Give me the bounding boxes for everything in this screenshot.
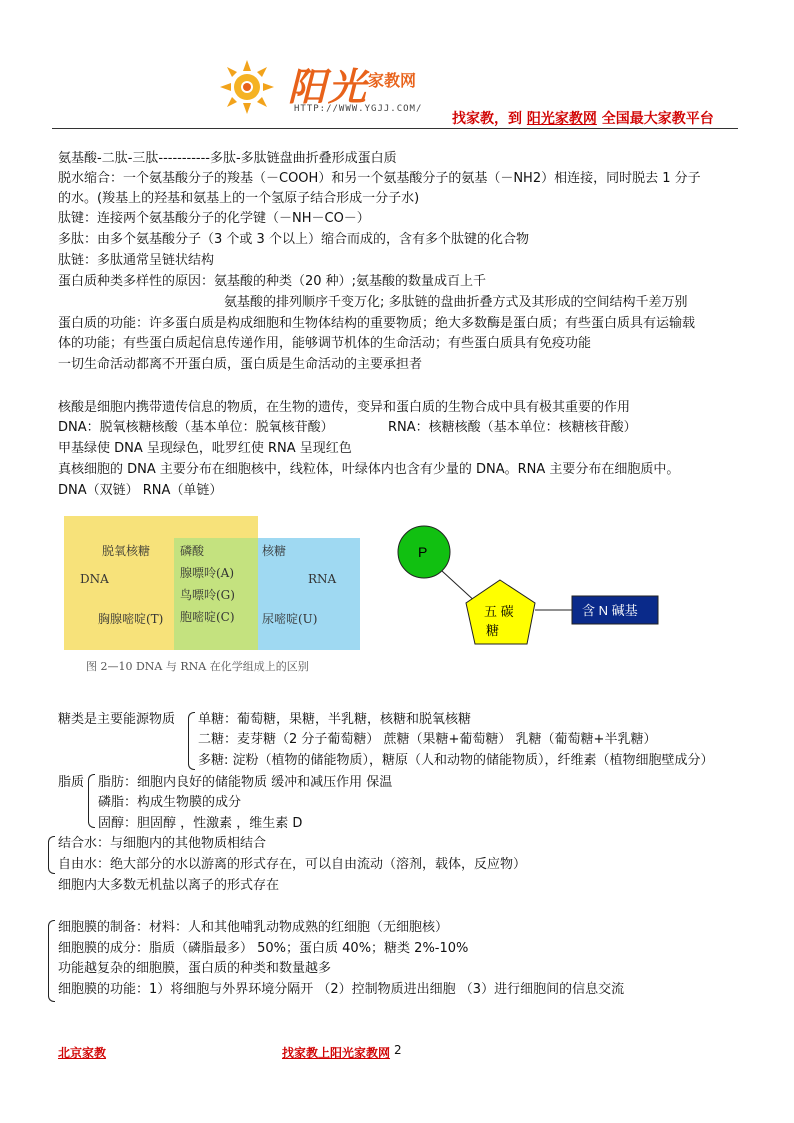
guanine-label: 鸟嘌呤(G) (180, 588, 235, 602)
sugar-label-line1: 五 碳 (484, 604, 514, 619)
protein-line: 一切生命活动都离不开蛋白质，蛋白质是生命活动的主要承担者 (58, 357, 423, 372)
thymine-label: 胸腺嘧啶(T) (98, 612, 164, 626)
nucleic-line: DNA：脱氧核糖核酸（基本单位：脱氧核苷酸） (58, 420, 334, 435)
protein-line: 蛋白质的功能：许多蛋白质是构成细胞和生物体结构的重要物质；绝大多数酶是蛋白质；有些蛋白质具有运输载 (58, 316, 696, 331)
logo-url: HTTP://WWW.YGJJ.COM/ (294, 104, 423, 114)
footer-link-site[interactable]: 找家教上阳光家教网 (282, 1046, 391, 1060)
protein-line: 氨基酸-二肽-三肽-----------多肽-多肽链盘曲折叠形成蛋白质 (58, 151, 397, 166)
logo-subtitle: 家教网 (368, 71, 417, 90)
site-logo[interactable] (218, 52, 448, 118)
water-brace (48, 836, 55, 874)
rna-label: RNA (308, 572, 337, 586)
lipid-fat: 脂肪：细胞内良好的储能物质 缓冲和减压作用 保温 (98, 775, 393, 790)
protein-line: 肽链：多肽通常呈链状结构 (58, 253, 215, 268)
footer-link-beijing[interactable]: 北京家教 (58, 1046, 107, 1060)
lipid-sterol: 固醇：胆固醇 ，性激素 ，维生素 D (98, 816, 303, 831)
slogan-prefix: 找家教，到 (452, 111, 522, 127)
dna-rna-composition-figure (64, 516, 360, 676)
membrane-line: 功能越复杂的细胞膜，蛋白质的种类和数量越多 (58, 961, 332, 976)
nucleic-line: 甲基绿使 DNA 呈现绿色，吡罗红使 RNA 呈现红色 (58, 441, 352, 456)
sugar-brace (188, 712, 195, 770)
water-free: 自由水：绝大部分的水以游离的形式存在，可以自由流动（溶剂，载体，反应物） (58, 857, 527, 872)
uracil-label: 尿嘧啶(U) (262, 612, 318, 626)
ribose-label: 核糖 (262, 544, 287, 558)
protein-line: 肽键：连接两个氨基酸分子的化学键（－NH－CO－） (58, 211, 370, 226)
page-number: 2 (394, 1043, 402, 1057)
deoxyribose-label: 脱氧核糖 (102, 544, 151, 558)
header-slogan (452, 108, 714, 128)
slogan-suffix: 全国最大家教平台 (601, 111, 714, 127)
nucleotide-structure-diagram (396, 524, 666, 652)
cytosine-label: 胞嘧啶(C) (180, 610, 235, 624)
sugar-label-line2: 糖 (486, 623, 500, 638)
adenine-label: 腺嘌呤(A) (180, 566, 235, 580)
sun-logo-icon (218, 58, 276, 116)
protein-line: 脱水缩合：一个氨基酸分子的羧基（－COOH）和另一个氨基酸分子的氨基（－NH2）相连接，同时脱去 1 分子 (58, 171, 701, 186)
lipid-lead: 脂质 (58, 775, 85, 790)
phosphate-symbol: P (418, 544, 428, 560)
header-divider (52, 128, 738, 129)
logo-title: 阳光 (288, 64, 369, 109)
nucleic-line: DNA（双链） RNA（单链） (58, 483, 223, 498)
membrane-line: 细胞膜的制备：材料：人和其他哺乳动物成熟的红细胞（无细胞核） (58, 920, 449, 935)
membrane-brace (48, 920, 55, 1002)
dna-label: DNA (80, 572, 109, 586)
nitrogen-base-label: 含 N 碱基 (582, 603, 638, 618)
lipid-phospholipid: 磷脂：构成生物膜的成分 (98, 795, 242, 810)
sugar-mono: 单糖：葡萄糖，果糖，半乳糖，核糖和脱氧核糖 (198, 712, 472, 727)
protein-line: 的水。(羧基上的羟基和氨基上的一个氢原子结合形成一分子水) (58, 191, 420, 206)
sugar-di: 二糖：麦芽糖（2 分子葡萄糖） 蔗糖（果糖+葡萄糖） 乳糖（葡萄糖+半乳糖） (198, 732, 657, 747)
water-bound: 结合水：与细胞内的其他物质相结合 (58, 836, 267, 851)
slogan-link[interactable]: 阳光家教网 (526, 111, 597, 127)
phosphate-label: 磷酸 (180, 544, 205, 558)
protein-line: 氨基酸的排列顺序千变万化; 多肽链的盘曲折叠方式及其形成的空间结构千差万别 (224, 295, 688, 310)
nucleic-line: 真核细胞的 DNA 主要分布在细胞核中，线粒体，叶绿体内也含有少量的 DNA。RNA 主要分布在细胞质中。 (58, 462, 680, 477)
protein-line: 体的功能；有些蛋白质起信息传递作用，能够调节机体的生命活动；有些蛋白质具有免疫功能 (58, 336, 592, 351)
nucleic-line: RNA：核糖核酸（基本单位：核糖核苷酸） (388, 420, 637, 435)
lipid-brace (88, 774, 95, 828)
protein-line: 蛋白质种类多样性的原因：氨基酸的种类（20 种）;氨基酸的数量成百上千 (58, 274, 487, 289)
inorganic-salt: 细胞内大多数无机盐以离子的形式存在 (58, 878, 280, 893)
sugar-poly: 多糖: 淀粉（植物的储能物质），糖原（人和动物的储能物质），纤维素（植物细胞壁成分） (198, 753, 714, 768)
protein-line: 多肽：由多个氨基酸分子（3 个或 3 个以上）缩合而成的，含有多个肽键的化合物 (58, 232, 529, 247)
sugar-lead: 糖类是主要能源物质 (58, 712, 176, 727)
membrane-line: 细胞膜的成分：脂质（磷脂最多） 50%；蛋白质 40%；糖类 2%-10% (58, 941, 469, 956)
figure-caption: 图 2—10 DNA 与 RNA 在化学组成上的区别 (86, 660, 309, 673)
nucleic-line: 核酸是细胞内携带遗传信息的物质，在生物的遗传，变异和蛋白质的生物合成中具有极其重要的作用 (58, 400, 631, 415)
membrane-line: 细胞膜的功能：1）将细胞与外界环境分隔开 （2）控制物质进出细胞 （3）进行细胞间的信息交流 (58, 982, 625, 997)
